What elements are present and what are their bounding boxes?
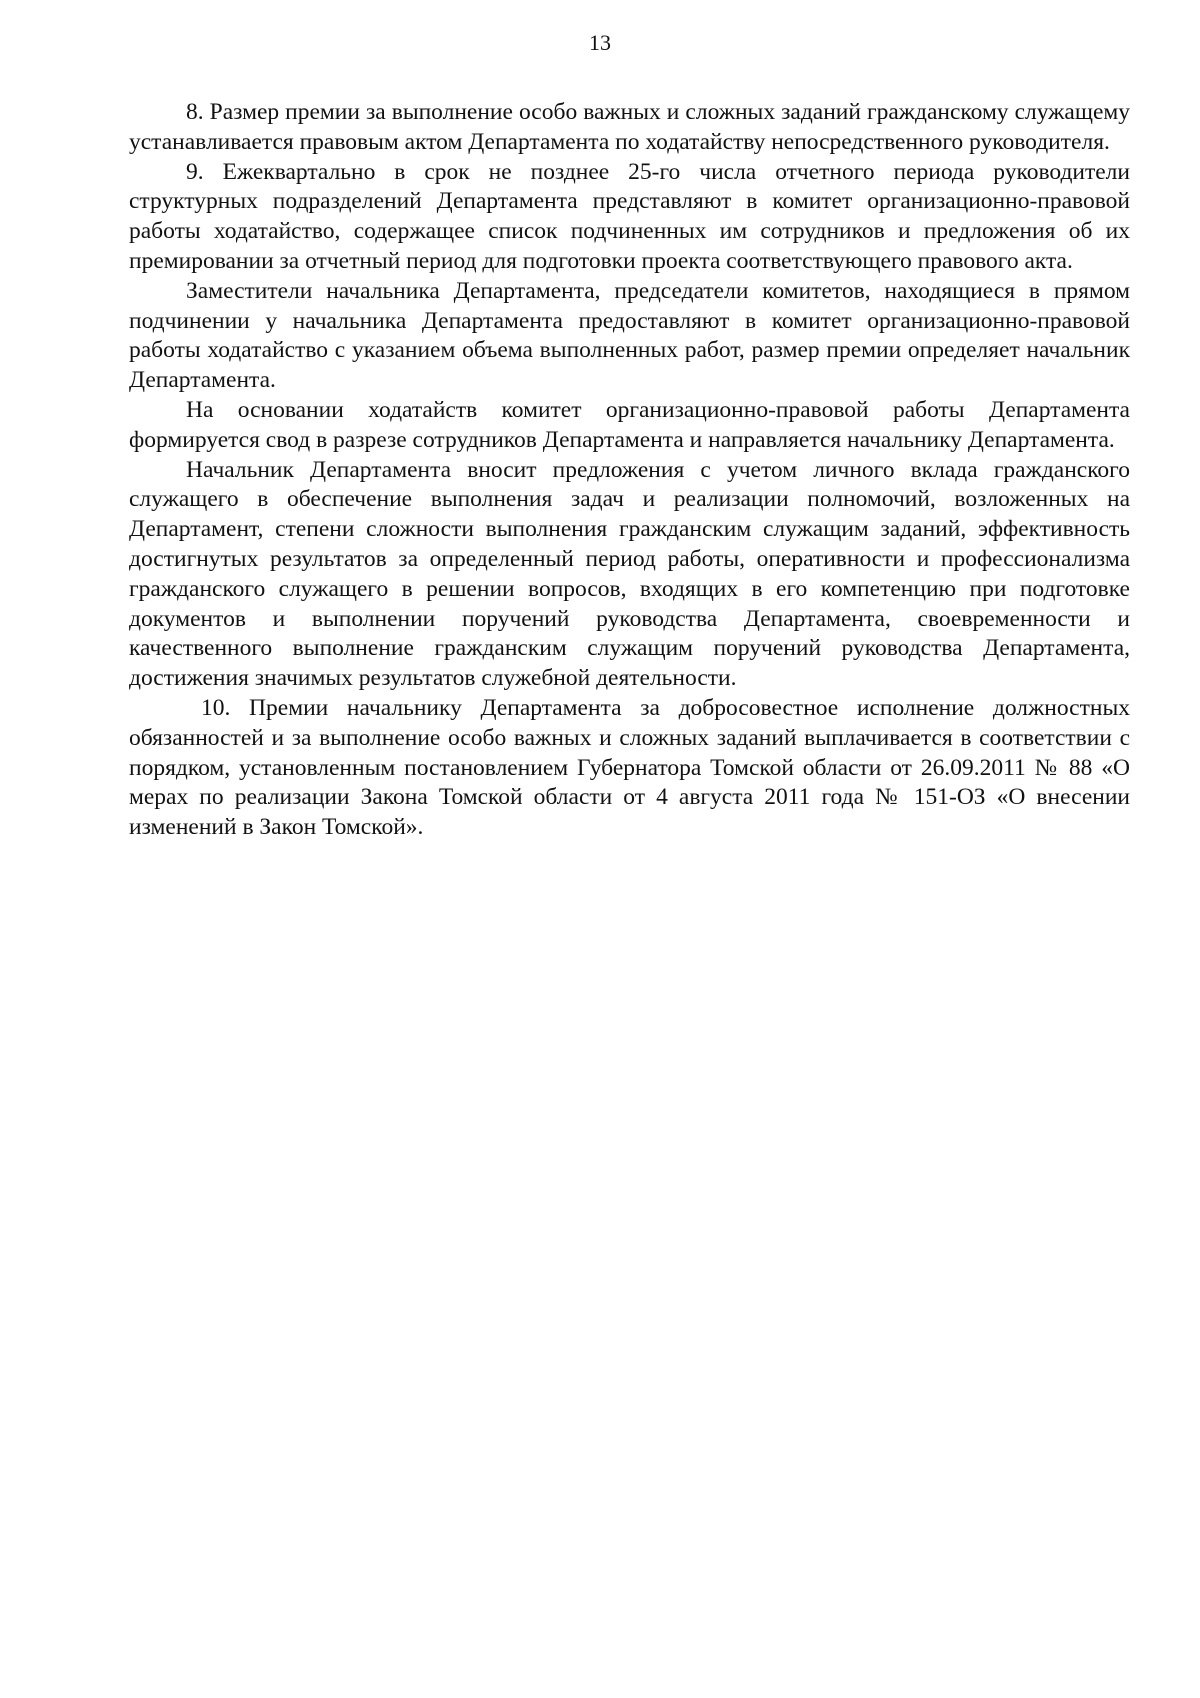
page-number: 13: [589, 30, 611, 55]
paragraph-item-8: 8. Размер премии за выполнение особо важных и сложных заданий гражданскому служащему устанавливается правовым актом Департамента по ходатайству непосредственного руководителя.: [129, 99, 1130, 155]
paragraph-item-9: 9. Ежеквартально в срок не позднее 25-го числа отчетного периода руководители структурных подразделений Департамента представляют в комитет организационно-правовой работы ходатайство, содержащее список подчиненных им сотрудников и предложения об их премировании за отчетный период для подготовки проекта соответствующего правового акта.: [129, 158, 1130, 274]
document-body: [129, 98, 1130, 843]
paragraph-item-10: 10. Премии начальнику Департамента за добросовестное исполнение должностных обязанностей и за выполнение особо важных и сложных заданий выплачивается в соответствии с порядком, установленным постановлением Губернатора Томской области от 26.09.2011 № 88 «О мерах по реализации Закона Томской области от 4 августа 2011 года № 151-ОЗ «О внесении изменений в Закон Томской».: [129, 694, 1130, 841]
paragraph-deputies: Заместители начальника Департамента, председатели комитетов, находящиеся в прямом подчинении у начальника Департамента предоставляют в комитет организационно-правовой работы ходатайство с указанием объема выполненных работ, размер премии определяет начальник Департамента.: [129, 277, 1130, 394]
paragraph-petitions: На основании ходатайств комитет организационно-правовой работы Департамента формируется свод в разрезе сотрудников Департамента и направляется начальнику Департамента.: [129, 396, 1130, 453]
paragraph-head-proposals: Начальник Департамента вносит предложения с учетом личного вклада гражданского служащего в обеспечение выполнения задач и реализации полномочий, возложенных на Департамент, степени сложности выполнения гражданским служащим заданий, эффективность достигнутых результатов за определенный период работы, оперативности и профессионализма гражданского служащего в решении вопросов, входящих в его компетенцию при подготовке документов и выполнении поручений руководства Департамента, своевременности и качественного выполнение гражданским служащим поручений руководства Департамента, достижения значимых результатов служебной деятельности.: [129, 456, 1130, 692]
